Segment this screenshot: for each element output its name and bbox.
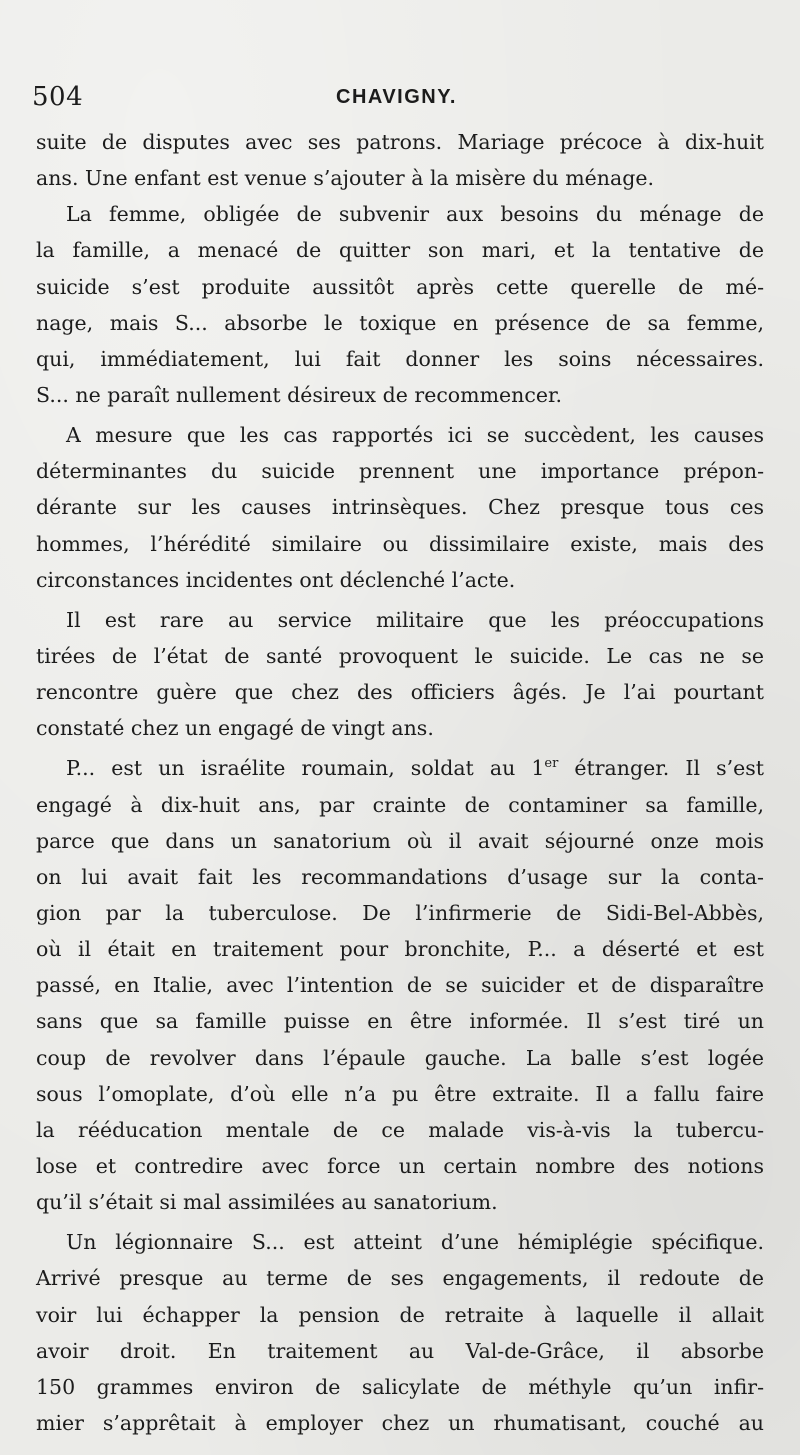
text-line: S... ne paraît nullement désireux de recommencer. (36, 382, 563, 407)
text-line: lose et contredire avec force un certain nombre des notions (36, 1153, 764, 1178)
text-segment: étranger. Il s’est (558, 756, 764, 781)
text-line: passé, en Italie, avec l’intention de se suicider et de disparaître (36, 973, 764, 998)
body-text (36, 124, 764, 1441)
text-line: qu’il s’était si mal assimilées au sanatorium. (36, 1190, 498, 1215)
text-line: La femme, obligée de subvenir aux besoins du ménage de (66, 202, 764, 227)
text-line: où il était en traitement pour bronchite, P... a déserté et est (36, 937, 764, 962)
page-header (30, 82, 770, 118)
text-line: mier s’apprêtait à employer chez un rhumatisant, couché au (36, 1410, 764, 1435)
text-line: la rééducation mentale de ce malade vis-à-vis la tubercu- (36, 1117, 764, 1142)
text-line: dérante sur les causes intrinsèques. Chez presque tous ces (36, 495, 764, 520)
text-line: déterminantes du suicide prennent une importance prépon- (36, 459, 764, 484)
text-line: rencontre guère que chez des officiers âgés. Je l’ai pourtant (36, 680, 764, 705)
running-head: CHAVIGNY. (336, 86, 457, 108)
text-line-with-superscript (36, 750, 764, 786)
text-line: tirées de l’état de santé provoquent le suicide. Le cas ne se (36, 643, 764, 668)
text-line: constaté chez un engagé de vingt ans. (36, 716, 434, 741)
text-line: sans que sa famille puisse en être informée. Il s’est tiré un (36, 1009, 764, 1034)
text-line: engagé à dix-huit ans, par crainte de contaminer sa famille, (36, 792, 764, 817)
page-number: 504 (32, 82, 84, 112)
ordinal-superscript: er (544, 756, 559, 772)
text-line: 150 grammes environ de salicylate de méthyle qu’un infir- (36, 1374, 764, 1399)
text-line: ans. Une enfant est venue s’ajouter à la misère du ménage. (36, 166, 654, 191)
text-line: sous l’omoplate, d’où elle n’a pu être extraite. Il a fallu faire (36, 1081, 764, 1106)
text-line: avoir droit. En traitement au Val-de-Grâce, il absorbe (36, 1338, 764, 1363)
text-line: circonstances incidentes ont déclenché l’acte. (36, 567, 516, 592)
text-line: nage, mais S... absorbe le toxique en présence de sa femme, (36, 310, 764, 335)
text-line: voir lui échapper la pension de retraite à laquelle il allait (36, 1302, 764, 1327)
text-line: on lui avait fait les recommandations d’usage sur la conta- (36, 864, 764, 889)
text-line: A mesure que les cas rapportés ici se succèdent, les causes (66, 423, 764, 448)
text-line: Un légionnaire S... est atteint d’une hémiplégie spécifique. (66, 1230, 764, 1255)
text-line: suicide s’est produite aussitôt après cette querelle de mé- (36, 274, 764, 299)
text-line: suite de disputes avec ses patrons. Mariage précoce à dix-huit (36, 130, 764, 154)
text-line: la famille, a menacé de quitter son mari, et la tentative de (36, 238, 764, 263)
text-line: coup de revolver dans l’épaule gauche. La balle s’est logée (36, 1045, 764, 1070)
text-line: gion par la tuberculose. De l’infirmerie de Sidi-Bel-Abbès, (36, 900, 764, 925)
text-line: Il est rare au service militaire que les préoccupations (66, 607, 764, 632)
text-segment: P... est un israélite roumain, soldat au 1 (66, 756, 545, 781)
text-line: parce que dans un sanatorium où il avait séjourné onze mois (36, 828, 764, 853)
text-line: qui, immédiatement, lui fait donner les soins nécessaires. (36, 346, 764, 371)
text-line: hommes, l’hérédité similaire ou dissimilaire existe, mais des (36, 531, 764, 556)
text-line: Arrivé presque au terme de ses engagements, il redoute de (36, 1266, 764, 1291)
